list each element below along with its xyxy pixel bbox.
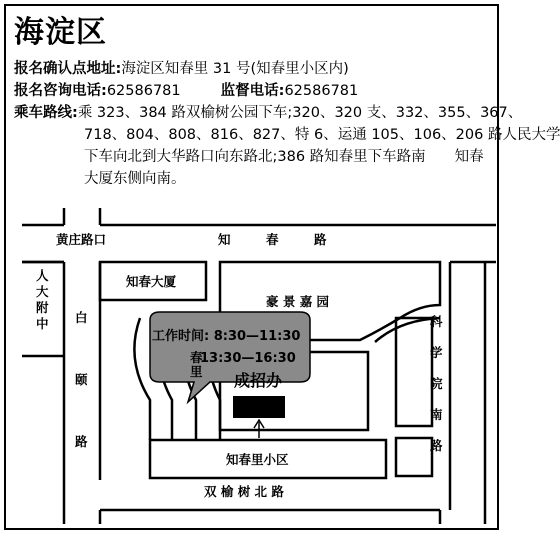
zhichun-road-2: 春 [266,232,279,247]
kexueyuan-1: 科 [430,314,443,329]
kexueyuan-2: 学 [430,345,443,360]
bus-line-1: 乘 323、384 路双榆树公园下车;320、320 支、332、355、367、 [77,105,523,121]
district-title: 海淀区 [14,15,107,50]
kexueyuan-4: 南 [430,407,443,422]
bus-line-3: 下车向北到大华路口向东路北;386 路知春里下车路南 知春 [84,149,484,165]
chengzhaoban-marker [233,396,285,418]
zhichun-dasha-label: 知春大厦 [126,274,177,289]
address-label: 报名确认点地址: [14,61,122,77]
supervise-value: 62586781 [284,83,359,99]
zhichunli-short-2: 里 [190,364,203,379]
bus-label: 乘车路线: [14,105,78,121]
haojing-label: 豪 景 嘉 园 [266,294,330,309]
baiyi-road-1: 白 [75,310,88,325]
bus-line-4: 大厦东侧向南。 [84,171,186,187]
callout-line2: 13:30—16:30 [200,351,296,366]
zhichunli-xiaoqu-label: 知春里小区 [226,452,289,467]
renda-fuzhong-3: 附 [36,300,49,315]
baiyi-road-3: 路 [75,434,88,449]
callout-line1: 工作时间: 8:30—11:30 [152,329,301,344]
zhichun-road-1: 知 [218,232,231,247]
phone-label: 报名咨询电话: [14,83,107,99]
kexueyuan-3: 院 [430,376,443,391]
supervise-label: 监督电话: [220,83,285,99]
huangzhuang-label: 黄庄路口 [56,232,107,247]
renda-fuzhong-4: 中 [36,316,49,331]
zhichun-road-3: 路 [314,232,327,247]
zhichunli-short-1: 春 [190,350,203,365]
bus-line-2: 718、804、808、816、827、特 6、运通 105、106、206 路人民大学 [84,127,560,143]
phone-value: 62586781 [106,83,181,99]
right-block-2 [396,438,432,476]
renda-fuzhong-1: 人 [36,268,49,283]
right-block-1 [396,318,432,426]
address-value: 海淀区知春里 31 号(知春里小区内) [121,61,349,77]
baiyi-road-2: 颐 [75,372,88,387]
chengzhaoban-label: 成招办 [234,371,283,390]
renda-fuzhong-2: 大 [36,284,49,299]
shuangyushu-label: 双 榆 树 北 路 [204,484,284,499]
kexueyuan-5: 路 [430,438,443,453]
